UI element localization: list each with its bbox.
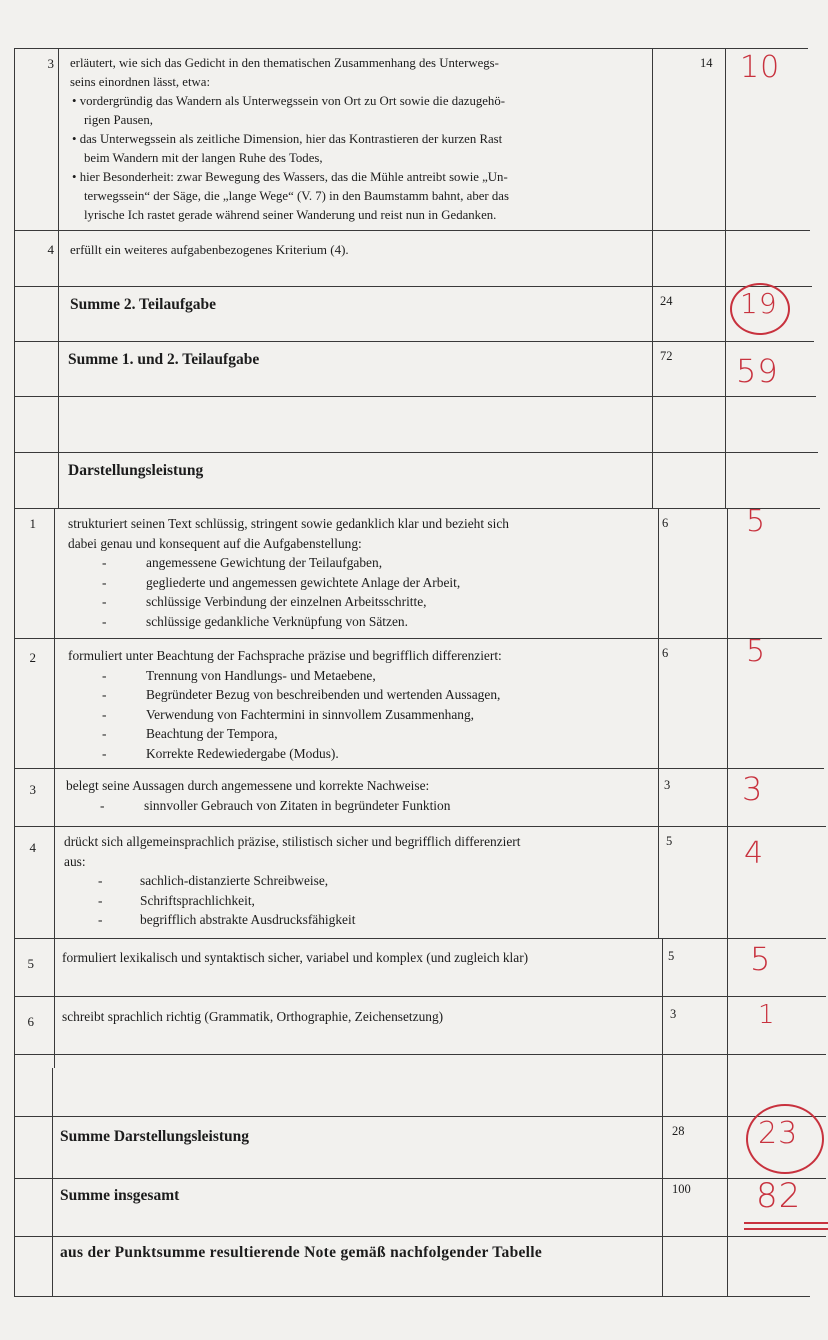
sum-label: Summe Darstellungsleistung bbox=[60, 1128, 250, 1145]
row-divider bbox=[14, 286, 812, 287]
criterion-number: 2 bbox=[29, 650, 36, 665]
underline-mark bbox=[744, 1228, 828, 1230]
max-points: 5 bbox=[666, 834, 673, 848]
row-divider bbox=[14, 452, 818, 453]
criterion-line: seins einordnen lässt, etwa: bbox=[70, 75, 211, 89]
table-border-num bbox=[54, 508, 55, 1068]
handwritten-score: 1 bbox=[758, 1000, 776, 1030]
underline-mark bbox=[744, 1222, 828, 1224]
dash-item: - angemessene Gewichtung der Teilaufgaben, bbox=[68, 553, 654, 573]
max-points: 6 bbox=[662, 646, 669, 660]
dash-item: - Schriftsprachlichkeit, bbox=[64, 891, 656, 911]
row-divider bbox=[14, 1178, 826, 1179]
criterion-number: 3 bbox=[47, 56, 54, 71]
criterion-text: erfüllt ein weiteres aufgabenbezogenes Kriterium (4). bbox=[70, 242, 349, 257]
handwritten-score: 82 bbox=[756, 1176, 802, 1216]
dash-item: - gegliederte und angemessen gewichtete Anlage der Arbeit, bbox=[68, 573, 654, 593]
row-divider bbox=[14, 638, 822, 639]
table-border-max bbox=[662, 938, 663, 1296]
criterion-number: 1 bbox=[29, 516, 36, 531]
criterion-number: 4 bbox=[29, 840, 36, 855]
criterion-line: rigen Pausen, bbox=[84, 113, 153, 127]
grade-label: aus der Punktsumme resultierende Note gemäß nachfolgender Tabelle bbox=[60, 1244, 543, 1261]
sum-label: Summe 2. Teilaufgabe bbox=[70, 296, 216, 313]
table-border-num bbox=[58, 48, 59, 508]
row-divider bbox=[14, 1296, 810, 1297]
bullet-item: • hier Besonderheit: zwar Bewegung des Wassers, das die Mühle antreibt sowie „Un- bbox=[72, 170, 508, 184]
handwritten-score: 23 bbox=[758, 1116, 799, 1151]
criterion-text bbox=[68, 646, 654, 764]
max-points: 14 bbox=[700, 56, 713, 70]
criterion-line: belegt seine Aussagen durch angemessene und korrekte Nachweise: bbox=[66, 778, 430, 793]
max-points: 3 bbox=[670, 1007, 677, 1021]
row-divider bbox=[14, 1054, 826, 1055]
row-divider bbox=[14, 508, 820, 509]
criterion-text bbox=[68, 514, 654, 632]
handwritten-score: 5 bbox=[746, 634, 767, 669]
max-points: 28 bbox=[672, 1124, 685, 1138]
row-divider bbox=[14, 768, 824, 769]
criterion-text: formuliert lexikalisch und syntaktisch sicher, variabel und komplex (und zugleich klar) bbox=[62, 950, 529, 965]
dash-item: - Begründeter Bezug von beschreibenden und wertenden Aussagen, bbox=[68, 685, 654, 705]
table-border-max bbox=[658, 508, 659, 938]
handwritten-score: 19 bbox=[740, 287, 778, 320]
criterion-number: 3 bbox=[29, 782, 36, 797]
max-points: 3 bbox=[664, 778, 671, 792]
dash-item: - Verwendung von Fachtermini in sinnvollem Zusammenhang, bbox=[68, 705, 654, 725]
table-border-left bbox=[14, 48, 15, 1296]
row-divider bbox=[14, 1236, 826, 1237]
row-divider bbox=[14, 48, 808, 49]
max-points: 5 bbox=[668, 949, 675, 963]
criterion-line: terwegssein“ der Säge, die „lange Wege“ (V. 7) in den Baumstamm bahnt, aber das bbox=[84, 189, 509, 203]
dash-item: - sachlich-distanzierte Schreibweise, bbox=[64, 871, 656, 891]
criterion-line: strukturiert seinen Text schlüssig, stringent sowie gedanklich klar und bezieht sich bbox=[68, 516, 509, 531]
row-divider bbox=[14, 996, 826, 997]
criterion-line: drückt sich allgemeinsprachlich präzise, stilistisch sicher und begrifflich differenziert bbox=[64, 834, 521, 849]
criterion-line: beim Wandern mit der langen Ruhe des Todes, bbox=[84, 151, 323, 165]
row-divider bbox=[14, 1116, 826, 1117]
sum-label: Summe insgesamt bbox=[60, 1187, 180, 1204]
max-points: 24 bbox=[660, 294, 673, 308]
criterion-number: 5 bbox=[27, 956, 34, 971]
table-border-score bbox=[725, 48, 726, 508]
row-divider bbox=[14, 826, 826, 827]
dash-item: - schlüssige gedankliche Verknüpfung von Sätzen. bbox=[68, 612, 654, 632]
dash-item: - schlüssige Verbindung der einzelnen Arbeitsschritte, bbox=[68, 592, 654, 612]
bullet-item: • vordergründig das Wandern als Unterwegssein von Ort zu Ort sowie die dazugehö- bbox=[72, 94, 505, 108]
handwritten-score: 10 bbox=[740, 50, 781, 85]
dash-item: - begrifflich abstrakte Ausdrucksfähigkeit bbox=[64, 910, 656, 930]
criterion-line: lyrische Ich rastet gerade während seiner Wanderung und reist nun in Gedanken. bbox=[84, 208, 497, 222]
row-divider bbox=[14, 938, 826, 939]
row-divider bbox=[14, 230, 810, 231]
criterion-number: 6 bbox=[27, 1014, 34, 1029]
max-points: 6 bbox=[662, 516, 669, 530]
sum-label: Summe 1. und 2. Teilaufgabe bbox=[68, 351, 260, 368]
criterion-text bbox=[64, 832, 656, 930]
handwritten-score: 5 bbox=[746, 504, 767, 539]
max-points: 72 bbox=[660, 349, 673, 363]
criterion-line: formuliert unter Beachtung der Fachsprache präzise und begrifflich differenziert: bbox=[68, 648, 502, 663]
criterion-line: aus: bbox=[64, 853, 86, 869]
criterion-number: 4 bbox=[47, 242, 54, 257]
dash-item: - Trennung von Handlungs- und Metaebene, bbox=[68, 666, 654, 686]
row-divider bbox=[14, 341, 814, 342]
handwritten-score: 5 bbox=[750, 940, 772, 978]
dash-item: - sinnvoller Gebrauch von Zitaten in begründeter Funktion bbox=[66, 796, 654, 816]
criterion-line: dabei genau und konsequent auf die Aufgabenstellung: bbox=[68, 535, 362, 551]
criterion-text bbox=[66, 776, 654, 815]
dash-item: - Beachtung der Tempora, bbox=[68, 724, 654, 744]
max-points: 100 bbox=[672, 1182, 691, 1196]
criterion-text bbox=[70, 54, 646, 225]
bullet-item: • das Unterwegssein als zeitliche Dimension, hier das Kontrastieren der kurzen Rast bbox=[72, 132, 503, 146]
handwritten-score: 4 bbox=[744, 836, 765, 871]
handwritten-score: 59 bbox=[736, 352, 779, 390]
table-border-max bbox=[652, 48, 653, 508]
row-divider bbox=[14, 396, 816, 397]
handwritten-score: 3 bbox=[742, 770, 764, 808]
criterion-line: erläutert, wie sich das Gedicht in den thematischen Zusammenhang des Unterwegs- bbox=[70, 56, 499, 70]
dash-item: - Korrekte Redewiedergabe (Modus). bbox=[68, 744, 654, 764]
section-heading: Darstellungsleistung bbox=[68, 462, 204, 479]
table-border-num bbox=[52, 1068, 53, 1296]
criterion-text: schreibt sprachlich richtig (Grammatik, Orthographie, Zeichensetzung) bbox=[62, 1009, 444, 1024]
